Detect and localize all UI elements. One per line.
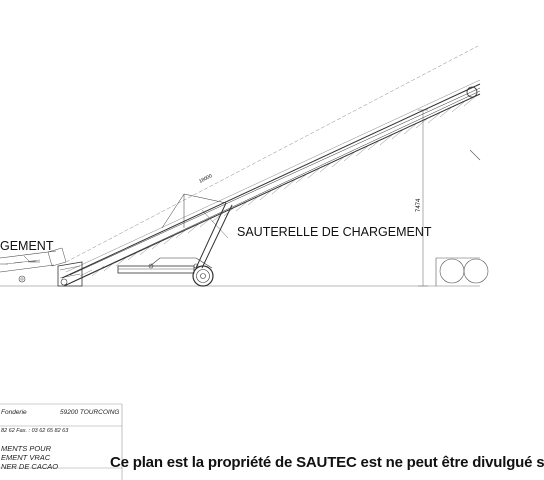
title-phone: 82 62 Fax. : 03 62 65 82 63 xyxy=(1,428,69,434)
left-label: GEMENT xyxy=(0,239,54,253)
length-dimension-label: 18000 xyxy=(198,173,214,185)
title-block xyxy=(0,404,122,480)
ownership-notice: Ce plan est la propriété de SAUTEC est ne peut être divulgué s xyxy=(110,454,544,471)
chassis xyxy=(118,258,212,273)
head-pulley xyxy=(467,87,477,97)
conveyor-frame xyxy=(62,80,480,286)
title-desc-2: EMENT VRAC xyxy=(1,453,51,462)
wheel xyxy=(193,266,213,286)
title-desc-1: MENTS POUR xyxy=(1,444,52,453)
main-label: SAUTERELLE DE CHARGEMENT xyxy=(237,225,432,239)
support-structure xyxy=(162,194,232,268)
left-conveyor xyxy=(0,248,66,282)
height-dimension-label: 7474 xyxy=(416,198,422,212)
title-desc-3: NER DE CACAO xyxy=(1,462,59,471)
title-city: 59200 TOURCOING xyxy=(60,409,120,416)
bulk-container xyxy=(436,150,488,286)
title-company: Fonderie xyxy=(1,409,27,416)
